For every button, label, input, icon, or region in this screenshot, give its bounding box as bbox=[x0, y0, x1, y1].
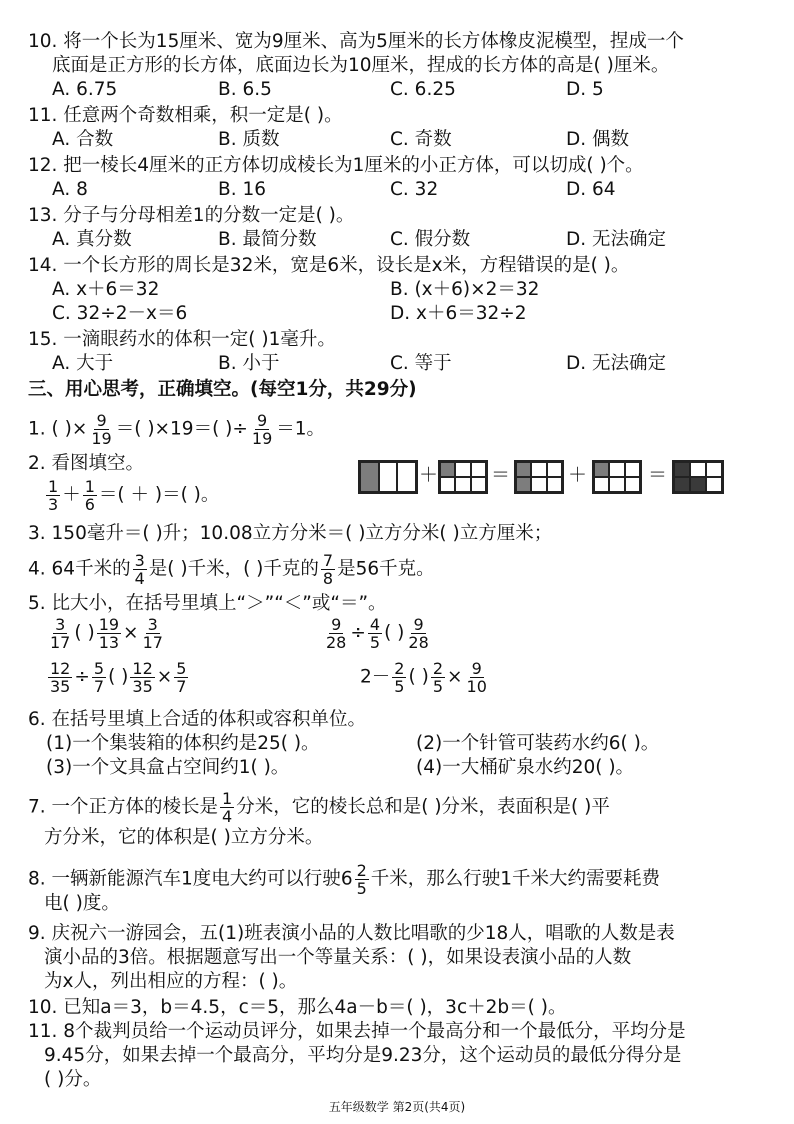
f5-num: 12 bbox=[132, 659, 153, 678]
q14-option-c: C. 32÷2－x＝6 bbox=[52, 303, 188, 324]
f5-frac bbox=[392, 660, 406, 695]
f2-fraction-1-den: 3 bbox=[48, 495, 59, 514]
f5-num: 9 bbox=[471, 659, 482, 678]
f5-title: 5. 比大小，在括号里填上“＞”“＜”或“＝”。 bbox=[28, 593, 387, 614]
f5-times: × bbox=[447, 666, 463, 688]
f2-grid-2-cell bbox=[471, 477, 486, 492]
f2-grid-4-cell bbox=[594, 462, 609, 477]
f5-two: 2 bbox=[360, 666, 372, 688]
f2-grid-5-cell bbox=[674, 462, 690, 477]
f8-line-1 bbox=[28, 862, 660, 897]
f4-fraction-2-num: 7 bbox=[322, 551, 334, 570]
q10-stem-line2: 底面是正方形的长方体，底面边长为10厘米，捏成的长方体的高是( )厘米。 bbox=[52, 55, 670, 76]
f2-grid-3-cell bbox=[516, 477, 531, 492]
q11-option-a: A. 合数 bbox=[52, 129, 114, 150]
f9-line-2: 演小品的3倍。根据题意写出一个等量关系：( )，如果设表演小品的人数 bbox=[44, 947, 632, 968]
f1-part-a: 1. ( )× bbox=[28, 418, 88, 440]
f6-item-3: (3)一个文具盒占空间约1( )。 bbox=[46, 757, 290, 778]
f2-grid-4-cell bbox=[625, 462, 640, 477]
f4-part-b: 是( )千米，( )千克的 bbox=[148, 558, 319, 580]
f5-num: 19 bbox=[98, 615, 120, 634]
q13-option-c: C. 假分数 bbox=[390, 229, 471, 250]
f2-grid-2-cell bbox=[471, 462, 486, 477]
q13-option-a: A. 真分数 bbox=[52, 229, 132, 250]
f5-num: 3 bbox=[147, 615, 158, 634]
f5-frac bbox=[324, 616, 348, 651]
q14-option-b: B. (x＋6)×2＝32 bbox=[390, 279, 540, 300]
f4-line bbox=[28, 552, 435, 587]
f5-den: 5 bbox=[432, 677, 443, 696]
f5-frac bbox=[92, 660, 106, 695]
f2-fraction-2-den: 6 bbox=[84, 495, 95, 514]
f5-compare-4 bbox=[360, 660, 491, 695]
f5-num: 2 bbox=[394, 659, 405, 678]
f5-compare-3 bbox=[46, 660, 190, 695]
f5-frac bbox=[406, 616, 430, 651]
f5-den: 5 bbox=[369, 633, 381, 652]
f1-part-b: ＝( )×19＝( )÷ bbox=[115, 418, 248, 440]
f2-grid-3-cell bbox=[547, 462, 562, 477]
f2-grid-3-cell bbox=[516, 462, 531, 477]
f5-den: 35 bbox=[132, 677, 153, 696]
f9-line-3: 为x人，列出相应的方程：( )。 bbox=[44, 971, 298, 992]
f8-line-2: 电( )度。 bbox=[44, 893, 120, 914]
f7-line-1 bbox=[28, 790, 610, 825]
q11-option-b: B. 质数 bbox=[218, 129, 280, 150]
f5-frac bbox=[431, 660, 445, 695]
f8-fraction bbox=[355, 862, 369, 897]
f5-den: 28 bbox=[326, 633, 347, 652]
f7-part-b: 分米，它的棱长总和是( )分米，表面积是( )平 bbox=[236, 796, 610, 818]
f2-diagram-plus-1: ＋ bbox=[419, 464, 439, 486]
f7-part-a: 7. 一个正方体的棱长是 bbox=[28, 796, 219, 818]
f5-den: 28 bbox=[408, 633, 429, 652]
f5-num: 2 bbox=[432, 659, 443, 678]
f5-div: ÷ bbox=[74, 666, 90, 688]
f2-fraction-2 bbox=[83, 478, 97, 513]
f11-line-1: 11. 8个裁判员给一个运动员评分，如果去掉一个最高分和一个最低分，平均分是 bbox=[28, 1021, 686, 1042]
f5-frac bbox=[130, 660, 154, 695]
f5-frac bbox=[141, 616, 165, 651]
q10-stem-line1: 10. 将一个长为15厘米、宽为9厘米、高为5厘米的长方体橡皮泥模型，捏成一个 bbox=[28, 31, 684, 52]
f2-grid-1 bbox=[358, 460, 418, 494]
f5-times: × bbox=[156, 666, 173, 688]
q10-option-c: C. 6.25 bbox=[390, 79, 456, 100]
f2-title: 2. 看图填空。 bbox=[28, 453, 145, 474]
f2-grid-2-cell bbox=[440, 477, 455, 492]
f5-den: 17 bbox=[50, 633, 71, 652]
q15-option-c: C. 等于 bbox=[390, 353, 452, 374]
f9-line-1: 9. 庆祝六一游园会，五(1)班表演小品的人数比唱歌的少18人，唱歌的人数是表 bbox=[28, 923, 675, 944]
f1-part-c: ＝1。 bbox=[276, 418, 326, 440]
f2-grid-2-cell bbox=[440, 462, 455, 477]
f5-blank: ( ) bbox=[408, 666, 429, 688]
q15-stem: 15. 一滴眼药水的体积一定( )1毫升。 bbox=[28, 329, 336, 350]
f4-fraction-2 bbox=[321, 552, 335, 587]
q12-option-d: D. 64 bbox=[566, 179, 616, 200]
f2-diagram-equals-1: ＝ bbox=[491, 464, 511, 486]
f5-frac bbox=[97, 616, 121, 651]
f2-grid-4 bbox=[592, 460, 642, 494]
f2-rest: ＝( ＋ )＝( )。 bbox=[98, 484, 220, 506]
f5-compare-2 bbox=[322, 616, 433, 651]
f6-item-2: (2)一个针管可装药水约6( )。 bbox=[416, 733, 660, 754]
f2-grid-5-cell bbox=[674, 477, 690, 492]
f5-num: 12 bbox=[50, 659, 71, 678]
f5-blank: ( ) bbox=[74, 622, 95, 644]
q10-option-b: B. 6.5 bbox=[218, 79, 272, 100]
q11-option-c: C. 奇数 bbox=[390, 129, 452, 150]
f1-fraction-2-den: 19 bbox=[251, 429, 273, 448]
f5-den: 13 bbox=[98, 633, 120, 652]
q15-option-b: B. 小于 bbox=[218, 353, 280, 374]
f5-den: 7 bbox=[93, 677, 105, 696]
f5-div: ÷ bbox=[350, 622, 366, 644]
f2-fraction-1 bbox=[46, 478, 60, 513]
f6-item-4: (4)一大桶矿泉水约20( )。 bbox=[416, 757, 635, 778]
f2-grid-4-cell bbox=[609, 462, 624, 477]
q12-stem: 12. 把一棱长4厘米的正方体切成棱长为1厘米的小正方体，可以切成( )个。 bbox=[28, 155, 644, 176]
f1-fraction-1 bbox=[89, 412, 113, 447]
f3-line: 3. 150毫升＝( )升；10.08立方分米＝( )立方分米( )立方厘米； bbox=[28, 523, 553, 544]
f2-grid-5-cell bbox=[706, 462, 722, 477]
f5-blank: ( ) bbox=[108, 666, 129, 688]
q13-stem: 13. 分子与分母相差1的分数一定是( )。 bbox=[28, 205, 355, 226]
f4-fraction-1-num: 3 bbox=[134, 551, 145, 570]
f5-frac bbox=[174, 660, 188, 695]
f7-line-2: 方分米，它的体积是( )立方分米。 bbox=[44, 827, 324, 848]
f8-fraction-den: 5 bbox=[356, 879, 367, 898]
f4-fraction-1 bbox=[133, 552, 147, 587]
f5-num: 3 bbox=[55, 615, 66, 634]
f5-den: 17 bbox=[142, 633, 163, 652]
q12-option-a: A. 8 bbox=[52, 179, 88, 200]
f5-num: 5 bbox=[93, 659, 105, 678]
page-footer: 五年级数学 第2页(共4页) bbox=[328, 1100, 466, 1114]
f2-plus: ＋ bbox=[62, 484, 81, 506]
f11-line-2: 9.45分，如果去掉一个最高分，平均分是9.23分，这个运动员的最低分得分是 bbox=[44, 1045, 682, 1066]
f2-grid-4-cell bbox=[594, 477, 609, 492]
q14-option-d: D. x＋6＝32÷2 bbox=[390, 303, 527, 324]
q10-option-a: A. 6.75 bbox=[52, 79, 118, 100]
f1-fraction-1-num: 9 bbox=[96, 411, 107, 430]
f5-den: 10 bbox=[466, 677, 487, 696]
f2-diagram-equals-2: ＝ bbox=[648, 464, 668, 486]
f2-grid-5 bbox=[672, 460, 724, 494]
f2-grid-3 bbox=[514, 460, 564, 494]
f2-grid-5-cell bbox=[690, 477, 706, 492]
f5-num: 9 bbox=[413, 615, 424, 634]
f10-line: 10. 已知a＝3，b＝4.5，c＝5，那么4a－b＝( )，3c＋2b＝( )。 bbox=[28, 997, 567, 1018]
f7-fraction-num: 1 bbox=[222, 789, 233, 808]
f7-fraction-den: 4 bbox=[222, 807, 233, 826]
f5-minus: － bbox=[371, 666, 391, 688]
q15-option-d: D. 无法确定 bbox=[566, 353, 667, 374]
f2-grid-3-cell bbox=[547, 477, 562, 492]
f2-grid-3-cell bbox=[531, 477, 546, 492]
f2-grid-4-cell bbox=[625, 477, 640, 492]
f2-grid-2-cell bbox=[455, 462, 470, 477]
f5-compare-1 bbox=[46, 616, 167, 651]
f2-grid-2 bbox=[438, 460, 488, 494]
q12-option-b: B. 16 bbox=[218, 179, 266, 200]
q12-option-c: C. 32 bbox=[390, 179, 439, 200]
f6-title: 6. 在括号里填上合适的体积或容积单位。 bbox=[28, 709, 367, 730]
f5-den: 5 bbox=[394, 677, 405, 696]
f2-grid-2-cell bbox=[455, 477, 470, 492]
f5-times: × bbox=[123, 622, 139, 644]
f5-num: 5 bbox=[176, 659, 187, 678]
f4-part-c: 是56千克。 bbox=[337, 558, 435, 580]
q15-option-a: A. 大于 bbox=[52, 353, 114, 374]
f5-num: 4 bbox=[369, 615, 381, 634]
f2-fraction-2-num: 1 bbox=[84, 477, 95, 496]
f5-den: 7 bbox=[176, 677, 187, 696]
q11-option-d: D. 偶数 bbox=[566, 129, 630, 150]
q14-stem: 14. 一个长方形的周长是32米，宽是6米，设长是x米，方程错误的是( )。 bbox=[28, 255, 630, 276]
f4-part-a: 4. 64千米的 bbox=[28, 558, 131, 580]
f2-grid-4-cell bbox=[609, 477, 624, 492]
f5-frac bbox=[368, 616, 382, 651]
f6-item-1: (1)一个集装箱的体积约是25( )。 bbox=[46, 733, 320, 754]
f5-blank: ( ) bbox=[384, 622, 405, 644]
f8-part-b: 千米，那么行驶1千米大约需要耗费 bbox=[370, 868, 661, 890]
f1-fraction-2 bbox=[250, 412, 274, 447]
f5-frac bbox=[465, 660, 489, 695]
f4-fraction-1-den: 4 bbox=[134, 569, 145, 588]
q10-option-d: D. 5 bbox=[566, 79, 604, 100]
f8-whole: 6 bbox=[340, 868, 353, 890]
q13-option-d: D. 无法确定 bbox=[566, 229, 667, 250]
q11-stem: 11. 任意两个奇数相乘，积一定是( )。 bbox=[28, 105, 343, 126]
f1-line bbox=[28, 412, 325, 447]
f8-fraction-num: 2 bbox=[356, 861, 367, 880]
q13-option-b: B. 最简分数 bbox=[218, 229, 317, 250]
f2-grid-3-cell bbox=[531, 462, 546, 477]
f2-diagram-plus-2: ＋ bbox=[568, 464, 588, 486]
section-3-heading: 三、用心思考，正确填空。(每空1分，共29分) bbox=[28, 379, 417, 400]
f5-den: 35 bbox=[50, 677, 71, 696]
f2-grid-5-cell bbox=[706, 477, 722, 492]
f2-grid-1-cell bbox=[379, 462, 398, 492]
f5-frac bbox=[48, 616, 72, 651]
q14-option-a: A. x＋6＝32 bbox=[52, 279, 160, 300]
f2-grid-5-cell bbox=[690, 462, 706, 477]
f11-line-3: ( )分。 bbox=[44, 1069, 102, 1090]
f7-fraction bbox=[220, 790, 234, 825]
f8-part-a: 8. 一辆新能源汽车1度电大约可以行驶 bbox=[28, 868, 341, 890]
f2-expression bbox=[44, 478, 219, 513]
f5-frac bbox=[48, 660, 72, 695]
f2-grid-1-cell bbox=[360, 462, 379, 492]
f2-grid-1-cell bbox=[397, 462, 416, 492]
f4-fraction-2-den: 8 bbox=[322, 569, 334, 588]
f5-num: 9 bbox=[331, 615, 342, 634]
f1-fraction-1-den: 19 bbox=[91, 429, 112, 448]
f2-fraction-1-num: 1 bbox=[48, 477, 59, 496]
f1-fraction-2-num: 9 bbox=[256, 411, 268, 430]
